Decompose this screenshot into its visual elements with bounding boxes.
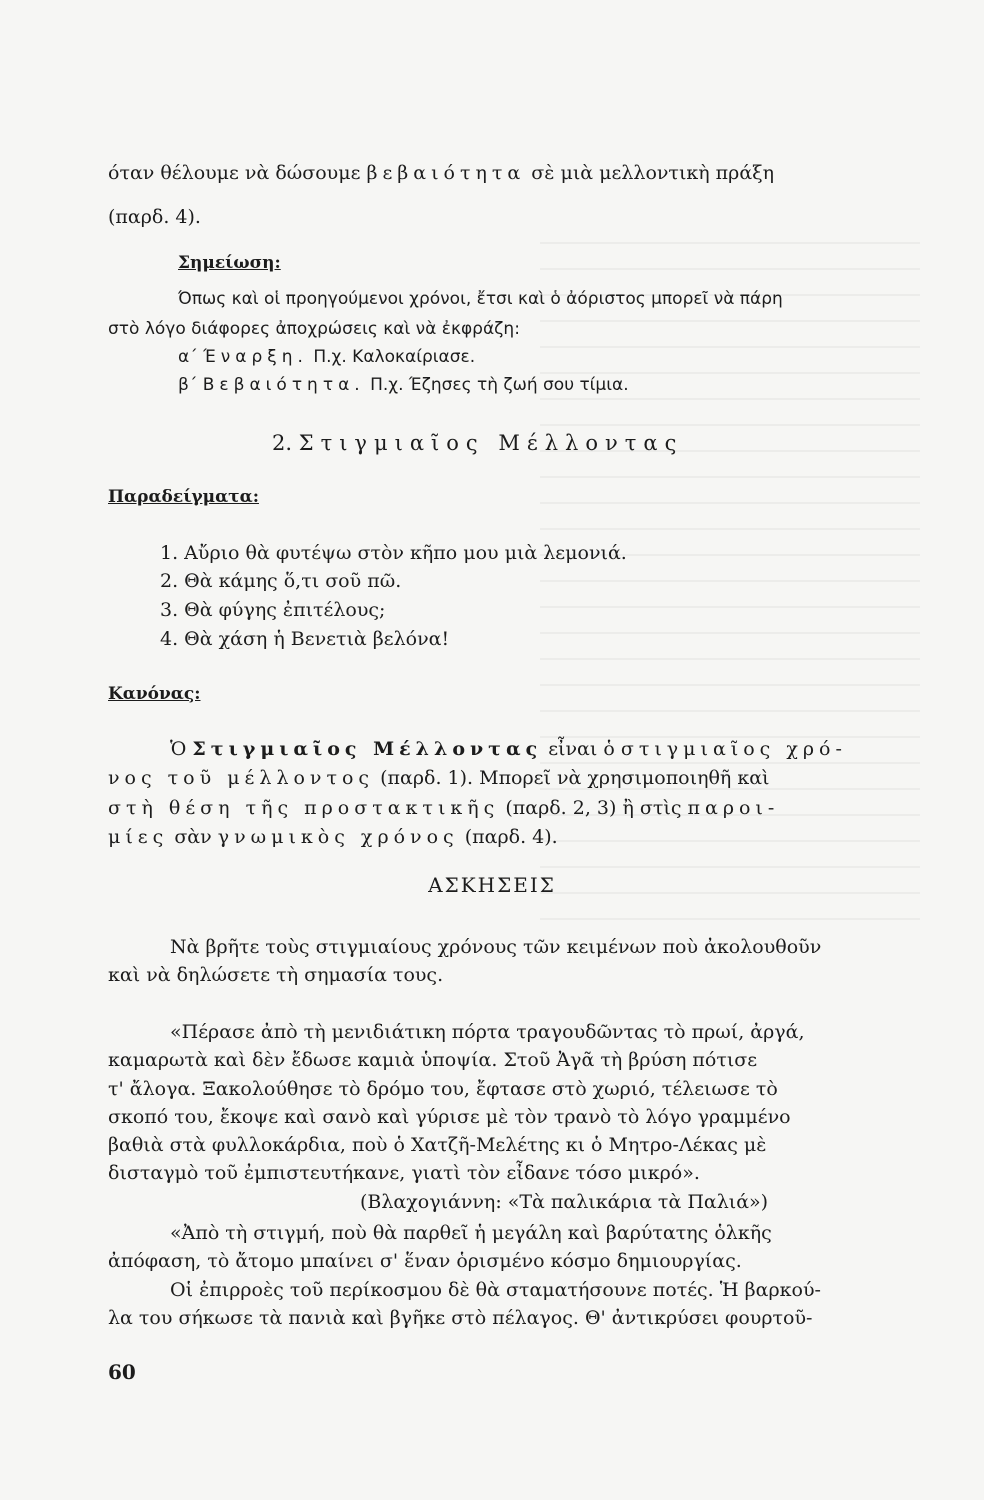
note-line-1: Όπως καὶ οἱ προηγούμενοι χρόνοι, ἔτσι καὶ ὁ ἀόριστος μπορεῖ νὰ πάρη bbox=[178, 289, 783, 309]
rule-line-1 bbox=[170, 736, 847, 762]
passage2-line-3: Οἱ ἐπιρροὲς τοῦ περίκοσμου δὲ θὰ σταματήσουνε ποτές. Ἡ βαρκού- bbox=[170, 1279, 821, 1301]
section-title-text: Στιγμιαῖος Μέλλοντας bbox=[298, 431, 684, 455]
exercises-title: ΑΣΚΗΣΕΙΣ bbox=[428, 873, 556, 897]
note-item-b-example: Π.χ. Έζησες τὴ ζωή σου τίμια. bbox=[364, 375, 629, 395]
rule-text: εἶναι ὁ bbox=[542, 738, 621, 760]
note-line-2: στὸ λόγο διάφορες ἀποχρώσεις καὶ νὰ ἐκφράζη: bbox=[108, 319, 520, 339]
rule-term-spaced: γνωμικὸς χρόνος bbox=[217, 826, 459, 848]
intro-text: όταν θέλουμε νὰ δώσουμε bbox=[108, 162, 367, 184]
rule-text: (παρδ. 1). Μπορεῖ νὰ χρησιμοποιηθῆ καὶ bbox=[374, 767, 770, 789]
passage1-line-1: «Πέρασε ἀπὸ τὴ μενιδιάτικη πόρτα τραγουδῶντας τὸ πρωί, ἀργά, bbox=[170, 1021, 805, 1043]
rule-line-3 bbox=[108, 795, 779, 821]
intro-line-2: (παρδ. 4). bbox=[108, 206, 201, 228]
passage2-line-1: «Ἀπὸ τὴ στιγμή, ποὺ θὰ παρθεῖ ἡ μεγάλη καὶ βαρύτατης ὁλκῆς bbox=[170, 1222, 772, 1244]
exercises-instruction-1: Νὰ βρῆτε τοὺς στιγμιαίους χρόνους τῶν κειμένων ποὺ ἀκολουθοῦν bbox=[170, 936, 822, 958]
rule-term-spaced: παροι- bbox=[687, 797, 780, 819]
section-title bbox=[272, 430, 683, 456]
rule-term-bold: Στιγμιαῖος Μέλλοντας bbox=[192, 738, 543, 760]
rule-term-spaced: στὴ θέση τῆς προστακτικῆς bbox=[108, 797, 500, 819]
rule-term-spaced: νος τοῦ μέλλοντος bbox=[108, 767, 375, 789]
intro-text-end: σὲ μιὰ μελλοντικὴ πράξη bbox=[525, 162, 775, 184]
example-item-2: 2. Θὰ κάμης ὅ,τι σοῦ πῶ. bbox=[160, 570, 402, 592]
note-item-b-prefix: β΄ bbox=[178, 375, 198, 395]
note-item-a-prefix: α΄ bbox=[178, 347, 198, 367]
passage1-line-2: καμαρωτὰ καὶ δὲν ἔδωσε καμιὰ ὑποψία. Στοῦ Ἀγᾶ τὴ βρύση πότισε bbox=[108, 1049, 758, 1071]
note-item-a-term: Έναρξη. bbox=[203, 347, 308, 367]
rule-line-4 bbox=[108, 824, 558, 850]
rule-term-spaced: στιγμιαῖος χρό- bbox=[620, 738, 847, 760]
rule-line-2 bbox=[108, 765, 769, 791]
rule-term-spaced: μίες bbox=[108, 826, 169, 848]
passage1-line-6: δισταγμὸ τοῦ ἐμπιστευτήκανε, γιατὶ τὸν εἶδανε τόσο μικρό». bbox=[108, 1162, 700, 1184]
rule-text: Ὁ bbox=[170, 738, 193, 760]
passage1-line-5: βαθιὰ στὰ φυλλοκάρδια, ποὺ ὁ Χατζῆ-Μελέτης κι ὁ Μητρο-Λέκας μὲ bbox=[108, 1134, 767, 1156]
passage2-line-2: ἀπόφαση, τὸ ἄτομο μπαίνει σ' ἕναν ὁρισμένο κόσμο δημιουργίας. bbox=[108, 1250, 742, 1272]
passage1-line-3: τ' ἄλογα. Ξακολούθησε τὸ δρόμο του, ἔφτασε στὸ χωριό, τέλειωσε τὸ bbox=[108, 1078, 778, 1100]
intro-spaced-term: βεβαιότητα bbox=[366, 162, 526, 184]
note-item-a bbox=[178, 344, 475, 370]
examples-heading: Παραδείγματα: bbox=[108, 487, 259, 507]
note-heading: Σημείωση: bbox=[178, 253, 281, 273]
note-item-b-term: Βεβαιότητα. bbox=[202, 375, 365, 395]
exercises-instruction-2: καὶ νὰ δηλώσετε τὴ σημασία τους. bbox=[108, 964, 444, 986]
passage1-attribution: (Βλαχογιάννη: «Τὰ παλικάρια τὰ Παλιά») bbox=[360, 1191, 769, 1213]
passage1-line-4: σκοπό του, ἔκοψε καὶ σανὸ καὶ γύρισε μὲ τὸν τρανὸ τὸ λόγο γραμμένο bbox=[108, 1106, 791, 1128]
note-item-b bbox=[178, 372, 629, 398]
section-number: 2. bbox=[272, 431, 293, 455]
page-number: 60 bbox=[108, 1360, 136, 1384]
intro-line-1 bbox=[108, 160, 774, 186]
rule-heading: Κανόνας: bbox=[108, 684, 201, 704]
note-item-a-example: Π.χ. Καλοκαίριασε. bbox=[307, 347, 476, 367]
example-item-4: 4. Θὰ χάση ἡ Βενετιὰ βελόνα! bbox=[160, 628, 450, 650]
example-item-1: 1. Αὔριο θὰ φυτέψω στὸν κῆπο μου μιὰ λεμονιά. bbox=[160, 542, 627, 564]
passage2-line-4: λα του σήκωσε τὰ πανιὰ καὶ βγῆκε στὸ πέλαγος. Θ' ἀντικρύσει φουρτοῦ- bbox=[108, 1307, 813, 1329]
rule-text: (παρδ. 4). bbox=[458, 826, 558, 848]
rule-text: σὰν bbox=[168, 826, 218, 848]
rule-text: (παρδ. 2, 3) ἢ στὶς bbox=[499, 797, 688, 819]
example-item-3: 3. Θὰ φύγης ἐπιτέλους; bbox=[160, 599, 386, 621]
